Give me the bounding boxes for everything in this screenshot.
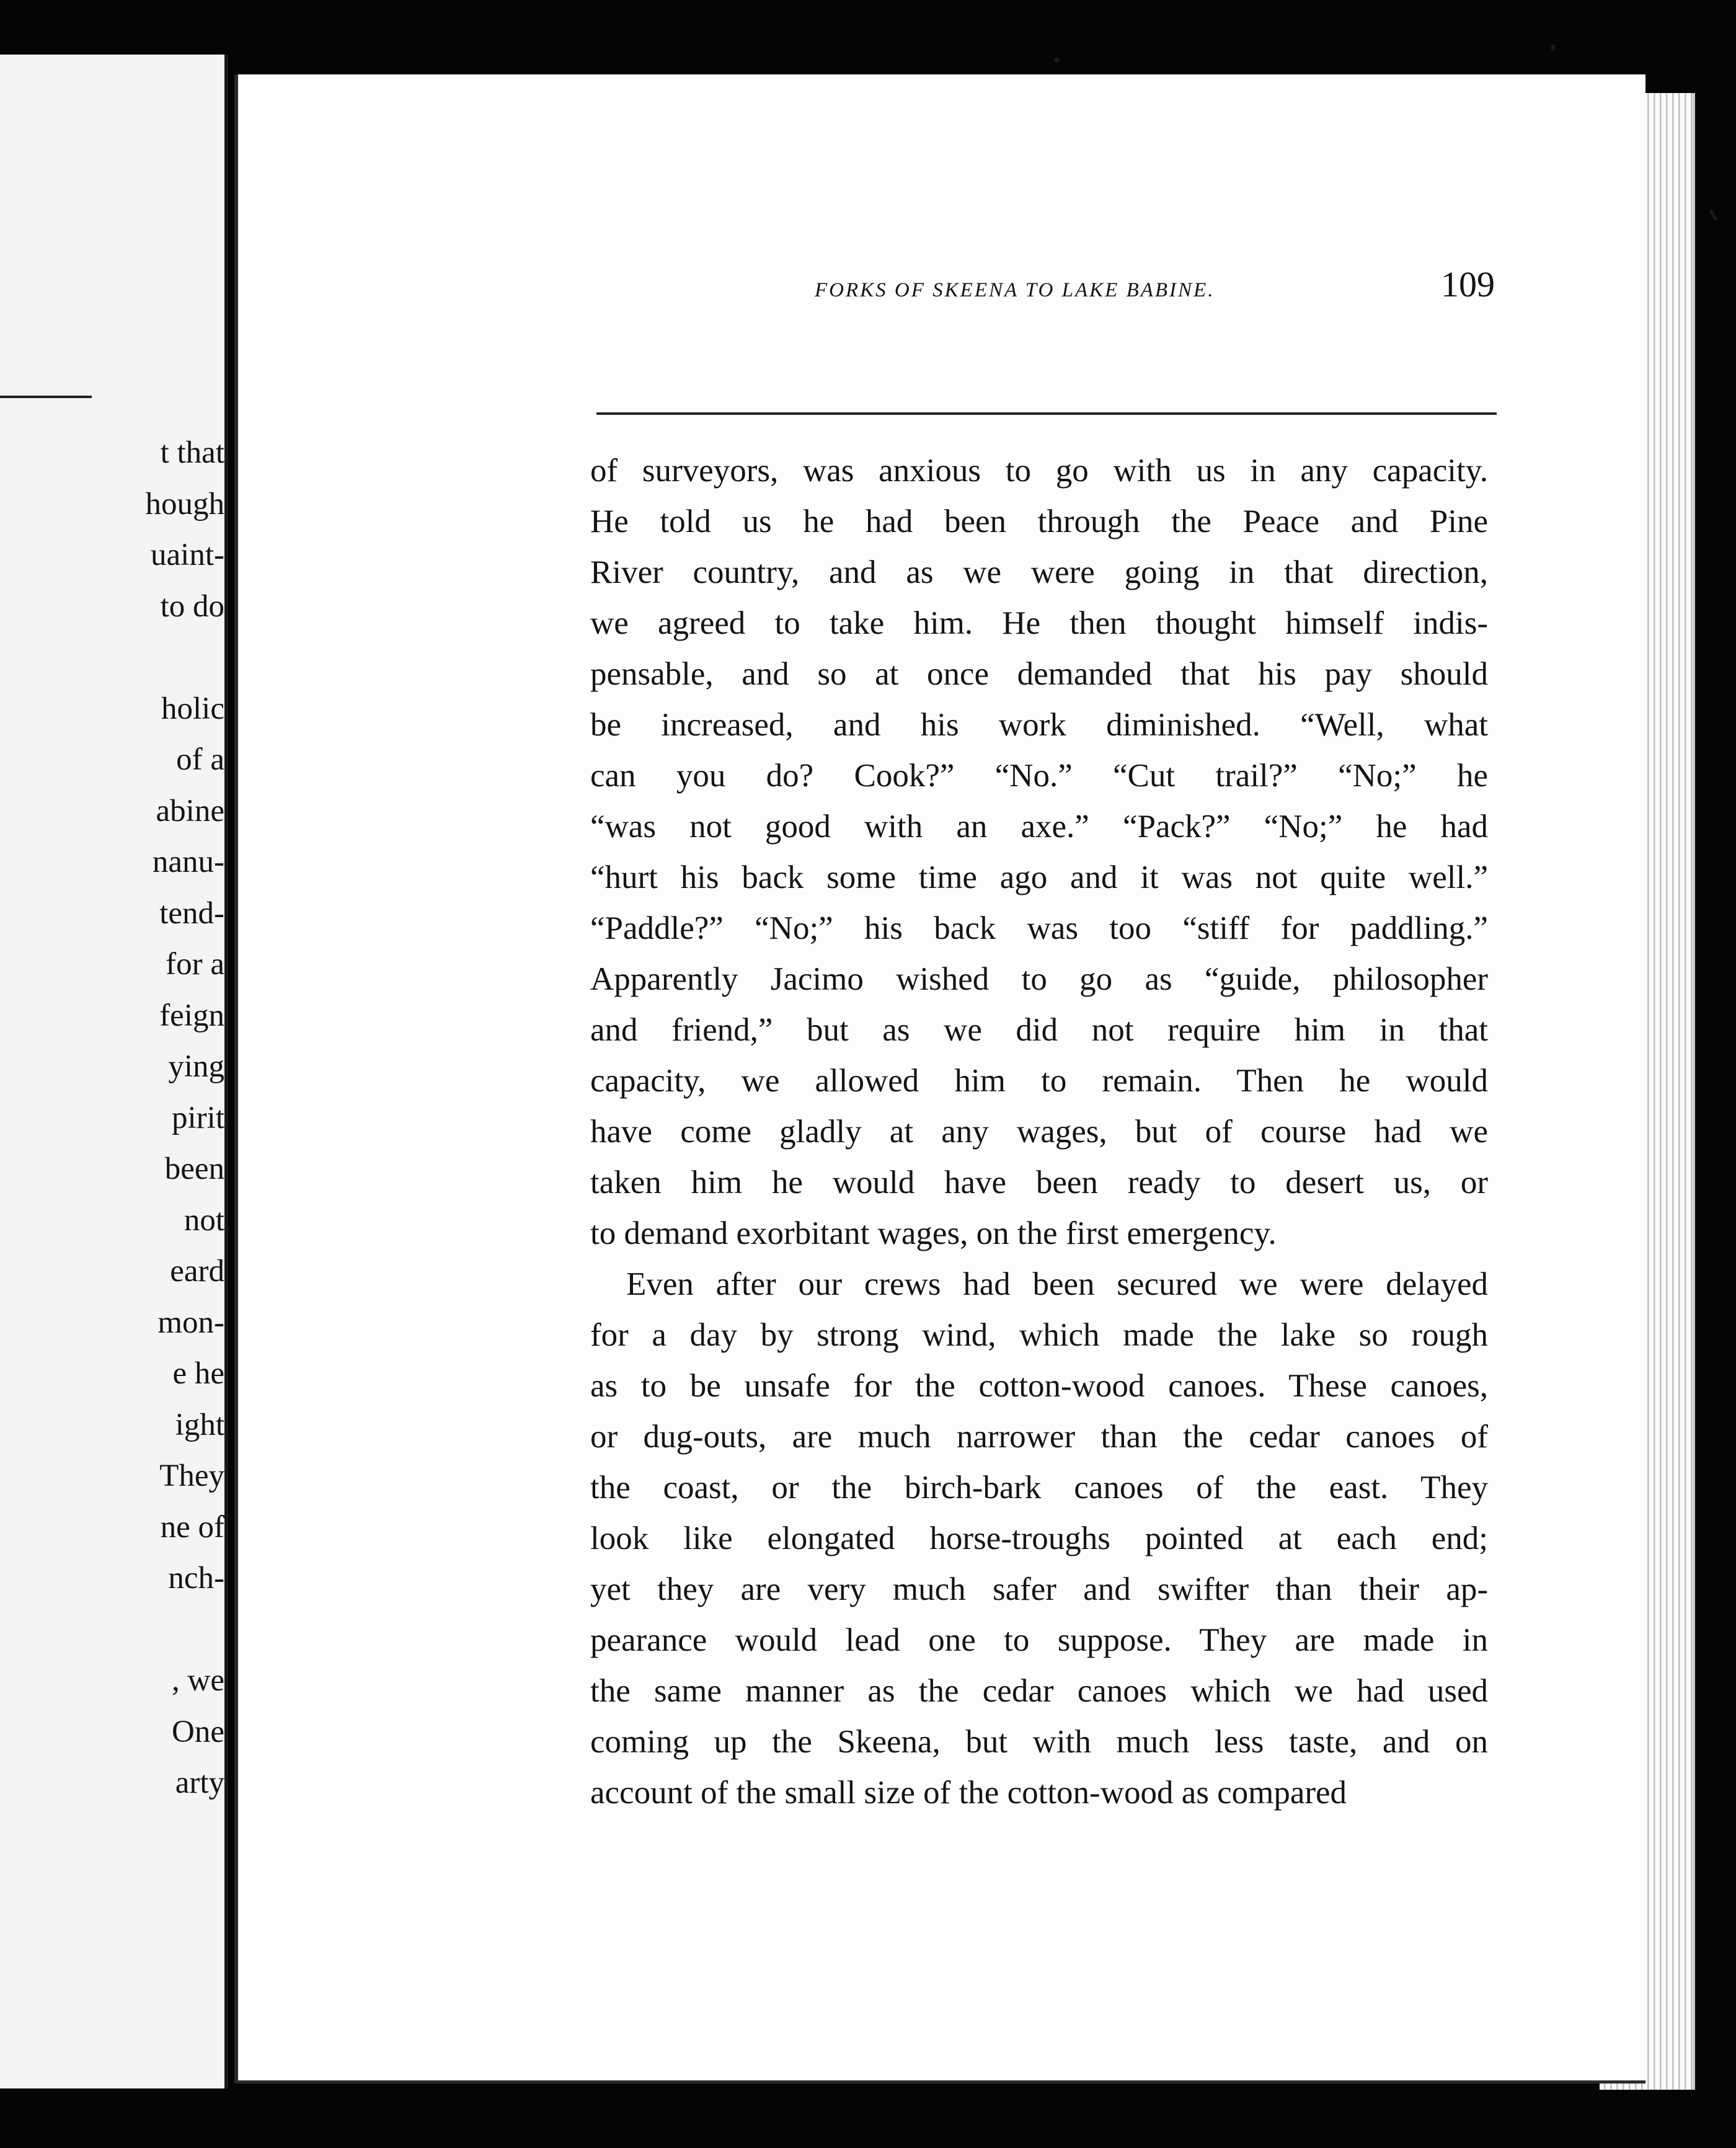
previous-page-line-fragment: ying (168, 1049, 224, 1084)
text-line: as to be unsafe for the cotton-wood canoes. These canoes, (590, 1368, 1488, 1404)
previous-page-line-fragment: tend- (159, 895, 224, 931)
previous-page (0, 55, 228, 2088)
previous-page-line-fragment: One (172, 1714, 224, 1749)
body-text (590, 445, 1488, 1818)
previous-page-line-fragment: been (164, 1152, 224, 1186)
header-rule (596, 412, 1497, 415)
previous-page-line-fragment: nch- (168, 1561, 224, 1595)
previous-page-line-fragment: to do (160, 588, 224, 624)
text-line: look like elongated horse-troughs pointed at each end; (590, 1520, 1488, 1556)
text-line: and friend,” but as we did not require him in that (590, 1012, 1488, 1048)
previous-page-line-fragment: mon- (157, 1305, 224, 1340)
previous-page-line-fragment: not (184, 1202, 224, 1238)
book-page (234, 74, 1645, 2084)
previous-page-line-fragment: t that (160, 435, 224, 470)
text-line: Apparently Jacimo wished to go as “guide, philosopher (590, 961, 1488, 997)
previous-page-line-fragment: nanu- (152, 845, 224, 879)
text-line: yet they are very much safer and swifter than their ap- (590, 1571, 1488, 1607)
previous-page-line-fragment: ne of (160, 1509, 224, 1545)
previous-page-line-fragment: arty (175, 1765, 224, 1800)
text-line: have come gladly at any wages, but of course had we (590, 1114, 1488, 1150)
text-line: River country, and as we were going in that direction, (590, 554, 1488, 590)
previous-page-line-fragment: e he (172, 1356, 224, 1391)
scan-speck (1054, 57, 1060, 63)
text-line: for a day by strong wind, which made the lake so rough (590, 1317, 1488, 1353)
text-line: taken him he would have been ready to desert us, or (590, 1165, 1488, 1200)
text-line: “was not good with an axe.” “Pack?” “No;” he had (590, 809, 1488, 845)
text-line: He told us he had been through the Peace and Pine (590, 504, 1488, 539)
text-line: can you do? Cook?” “No.” “Cut trail?” “No;” he (590, 758, 1488, 794)
running-head: FORKS OF SKEENA TO LAKE BABINE. (815, 279, 1215, 301)
previous-page-line-fragment: holic (161, 691, 224, 726)
previous-page-line-fragment: pirit (172, 1100, 224, 1135)
scan-speck (1709, 210, 1717, 221)
previous-page-line-fragment: They (159, 1458, 224, 1493)
page-number: 109 (1441, 264, 1495, 304)
text-line: account of the small size of the cotton-wood as compared (590, 1775, 1347, 1811)
previous-page-line-fragment: abine (156, 793, 224, 828)
previous-page-line-fragment: uaint- (151, 538, 224, 572)
previous-page-line-fragment: for a (166, 947, 224, 982)
text-line: coming up the Skeena, but with much less taste, and on (590, 1724, 1488, 1760)
text-line: of surveyors, was anxious to go with us in any capacity. (590, 453, 1488, 489)
text-line: “Paddle?” “No;” his back was too “stiff for paddling.” (590, 910, 1488, 946)
text-line: “hurt his back some time ago and it was not quite well.” (590, 859, 1488, 895)
previous-page-line-fragment: hough (145, 486, 224, 521)
previous-page-line-fragment: , we (172, 1663, 224, 1698)
text-line: to demand exorbitant wages, on the first emergency. (590, 1215, 1277, 1251)
text-line: the same manner as the cedar canoes which we had used (590, 1673, 1488, 1709)
previous-page-line-fragment: eard (170, 1254, 224, 1289)
previous-page-line-fragment: of a (176, 742, 224, 777)
text-line: be increased, and his work diminished. “Well, what (590, 707, 1488, 743)
text-line: or dug-outs, are much narrower than the cedar canoes of (590, 1419, 1488, 1455)
scan-speck (1551, 45, 1555, 50)
previous-page-line-fragment: feign (159, 998, 224, 1033)
text-line: Even after our crews had been secured we were delayed (626, 1266, 1488, 1302)
text-line: capacity, we allowed him to remain. Then he would (590, 1063, 1488, 1099)
previous-page-header-rule (0, 396, 92, 398)
text-line: pensable, and so at once demanded that his pay should (590, 656, 1488, 692)
text-line: we agreed to take him. He then thought himself indis- (590, 605, 1488, 641)
previous-page-line-fragment: ight (175, 1407, 224, 1442)
text-line: pearance would lead one to suppose. They are made in (590, 1622, 1488, 1658)
text-line: the coast, or the birch-bark canoes of the east. They (590, 1470, 1488, 1506)
